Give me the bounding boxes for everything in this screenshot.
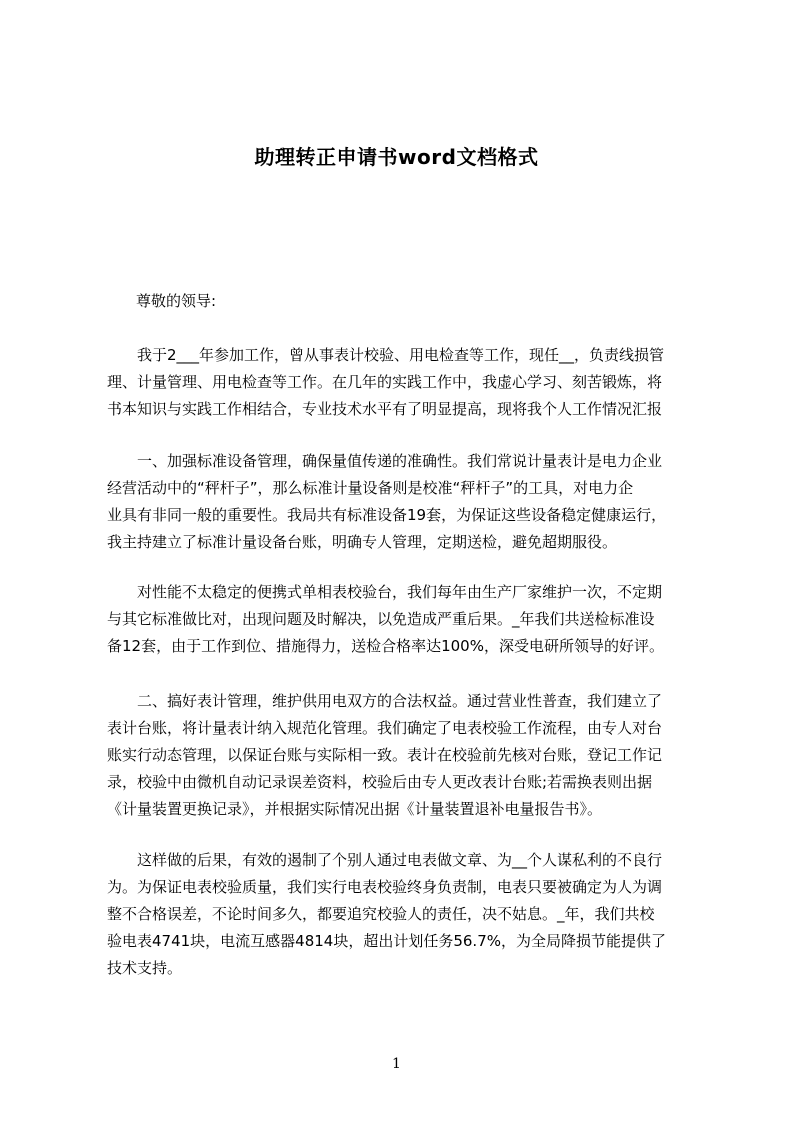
paragraph-line: 与其它标准做比对，出现问题及时解决，以免造成严重后果。_年我们共送检标准设 <box>107 610 655 628</box>
paragraph-line: 整不合格误差，不论时间多久，都要追究校验人的责任，决不姑息。_年，我们共校 <box>107 905 655 923</box>
paragraph-line: 为。为保证电表校验质量，我们实行电表校验终身负责制，电表只要被确定为人为调 <box>107 878 663 896</box>
document-title: 助理转正申请书word文档格式 <box>254 145 539 169</box>
paragraph-line: 我于2___年参加工作，曾从事表计校验、用电检查等工作，现任__，负责线损管 <box>137 346 665 364</box>
paragraph-line: 技术支持。 <box>107 959 183 977</box>
salutation: 尊敬的领导: <box>136 292 217 310</box>
paragraph-line: 《计量装置更换记录》，并根据实际情况出据《计量装置退补电量报告书》。 <box>107 800 603 818</box>
paragraph-1 <box>107 342 700 423</box>
paragraph-line: 备12套，由于工作到位、措施得力，送检合格率达100%，深受电研所领导的好评。 <box>107 637 664 655</box>
paragraph-line: 二、搞好表计管理，维护供用电双方的合法权益。通过营业性普查，我们建立了 <box>137 692 663 710</box>
paragraph-line: 录，校验中由微机自动记录误差资料，校验后由专人更改表计台账;若需换表则出据 <box>107 773 653 791</box>
paragraph-4 <box>107 688 700 823</box>
paragraph-3 <box>107 579 700 660</box>
paragraph-2 <box>107 448 700 556</box>
paragraph-line: 我主持建立了标准计量设备台账，明确专人管理，定期送检，避免超期服役。 <box>107 533 618 551</box>
page-number: 1 <box>392 1056 401 1072</box>
paragraph-5 <box>107 847 700 982</box>
paragraph-line: 这样做的后果，有效的遏制了个别人通过电表做文章、为__个人谋私利的不良行 <box>137 851 663 869</box>
paragraph-line: 表计台账，将计量表计纳入规范化管理。我们确定了电表校验工作流程，由专人对台 <box>107 719 663 737</box>
paragraph-line: 一、加强标准设备管理，确保量值传递的准确性。我们常说计量表计是电力企业 <box>137 452 663 470</box>
paragraph-line: 验电表4741块，电流互感器4814块，超出计划任务56.7%，为全局降损节能提供了 <box>107 932 667 950</box>
paragraph-line: 理、计量管理、用电检查等工作。在几年的实践工作中，我虚心学习、刻苦锻炼，将 <box>107 373 663 391</box>
paragraph-line: 书本知识与实践工作相结合，专业技术水平有了明显提高，现将我个人工作情况汇报 <box>107 400 663 418</box>
paragraph-line: 经营活动中的“秤杆子”，那么标准计量设备则是校准“秤杆子”的工具，对电力企 <box>107 479 634 497</box>
paragraph-line: 业具有非同一般的重要性。我局共有标准设备19套，为保证这些设备稳定健康运行， <box>107 506 667 524</box>
paragraph-line: 对性能不太稳定的便携式单相表校验台，我们每年由生产厂家维护一次，不定期 <box>137 583 663 601</box>
paragraph-line: 账实行动态管理，以保证台账与实际相一致。表计在校验前先核对台账，登记工作记 <box>107 746 663 764</box>
